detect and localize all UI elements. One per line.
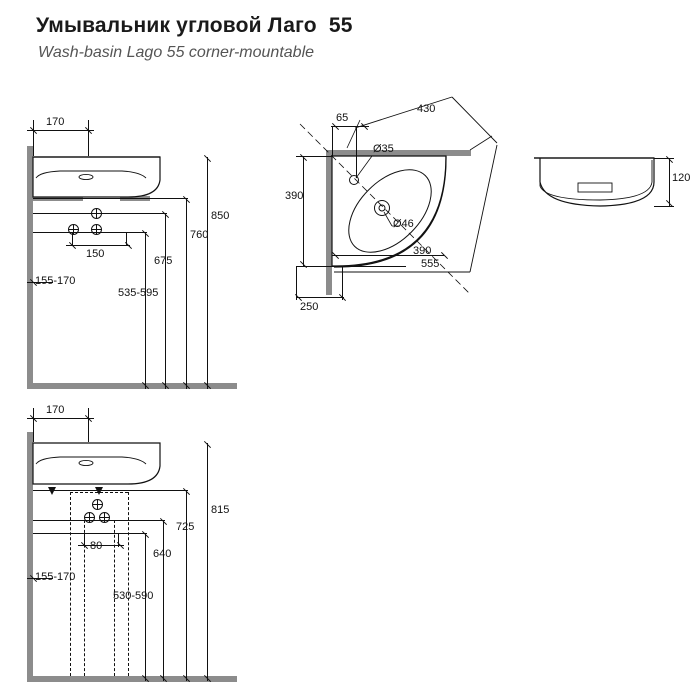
dim-530-590: 530-590 xyxy=(113,590,154,602)
dim-170-lower: 170 xyxy=(46,404,65,416)
leader-640 xyxy=(33,520,165,521)
arrow-down-right-icon xyxy=(95,487,103,495)
dim-390-left: 390 xyxy=(285,190,304,202)
dim-850: 850 xyxy=(211,210,230,222)
ext-250-right xyxy=(342,266,343,300)
dim-390-bottom: 390 xyxy=(413,245,432,257)
dim-725: 725 xyxy=(176,521,195,533)
dim-line-725 xyxy=(186,490,187,681)
outlet-point-icon-lower xyxy=(92,499,103,510)
ext-120-top xyxy=(654,158,674,159)
ext-line-170-right-lower xyxy=(88,408,89,442)
dim-155-170: 155-170 xyxy=(35,275,76,287)
dim-150: 150 xyxy=(86,248,105,260)
dim-675: 675 xyxy=(154,255,173,267)
dim-line-815 xyxy=(207,443,208,681)
leader-530-590 xyxy=(33,533,147,534)
dim-760: 760 xyxy=(190,229,209,241)
ext-120-bottom xyxy=(654,206,674,207)
leader-725 xyxy=(33,490,188,491)
dim-555: 555 xyxy=(421,258,440,270)
dim-65: 65 xyxy=(336,112,349,124)
dim-170: 170 xyxy=(46,116,65,128)
ext-line-170-left-lower xyxy=(33,408,34,442)
page-title-ru: Умывальник угловой Лаго 55 xyxy=(36,14,353,37)
dim-535-595: 535-595 xyxy=(118,287,159,299)
dim-line-640 xyxy=(163,520,164,681)
ext-250-left xyxy=(296,266,297,300)
dim-640: 640 xyxy=(153,548,172,560)
arrow-down-left-icon xyxy=(48,487,56,495)
ext-80-right xyxy=(118,533,119,547)
dim-line-170-lower xyxy=(27,418,94,419)
dim-hole-46: Ø46 xyxy=(393,218,414,230)
dim-80: 80 xyxy=(90,540,103,552)
dim-430: 430 xyxy=(417,103,436,115)
dim-120: 120 xyxy=(672,172,691,184)
dim-250: 250 xyxy=(300,301,319,313)
dim-155-170-lower: 155-170 xyxy=(35,571,76,583)
dim-line-120 xyxy=(669,158,670,206)
fixing-point-left-icon-lower xyxy=(84,512,95,523)
dim-hole-35: Ø35 xyxy=(373,143,394,155)
ext-80-left xyxy=(84,533,85,547)
dim-line-530-590 xyxy=(145,533,146,681)
fixing-point-right-icon-lower xyxy=(99,512,110,523)
page-title-en: Wash-basin Lago 55 corner-mountable xyxy=(38,44,315,61)
dim-815: 815 xyxy=(211,504,230,516)
dim-line-250 xyxy=(296,297,344,298)
